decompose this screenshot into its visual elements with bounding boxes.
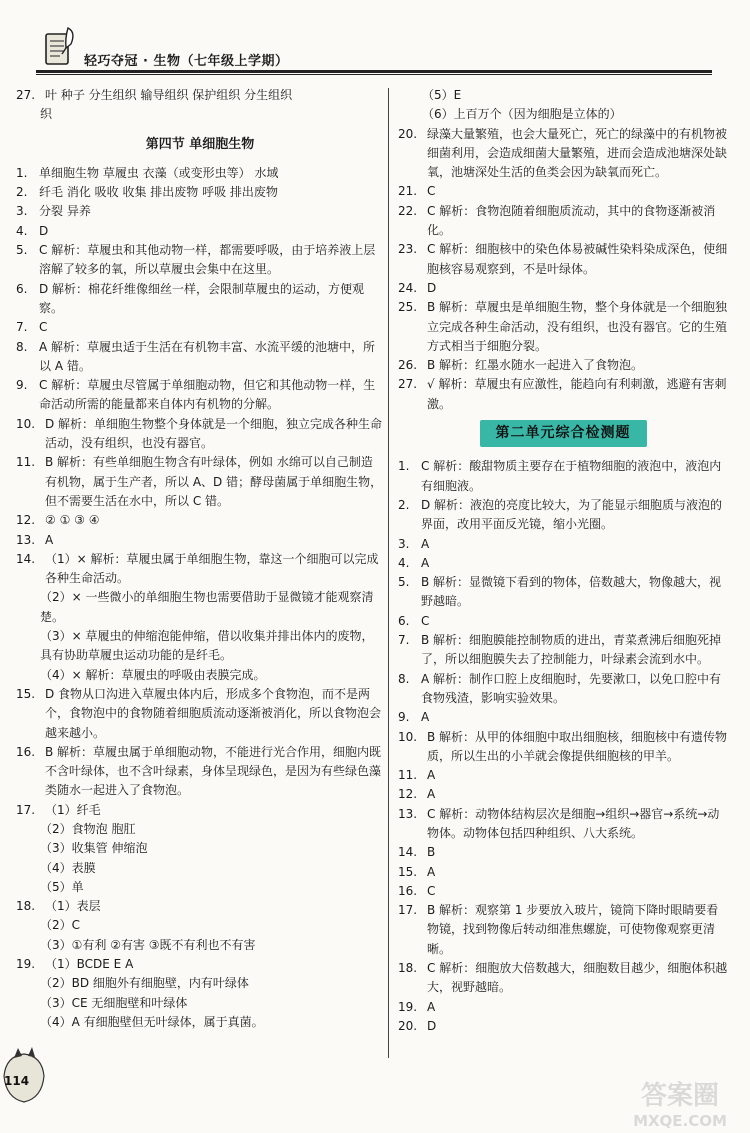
answer-text: D 食物从口沟进入草履虫体内后，形成多个食物泡，而不是两个，食物泡中的食物随着细胞质流动逐渐被消化，所以食物泡会越来越小。 — [45, 686, 382, 740]
answer-number: 21. — [398, 184, 418, 199]
answer-text: C 解析：酸甜物质主要存在于植物细胞的液泡中，液泡内有细胞液。 — [421, 459, 722, 493]
answer-item — [16, 164, 384, 183]
answer-number: 16. — [398, 883, 418, 898]
answer-text: 分裂 异养 — [39, 204, 91, 219]
answer-item — [16, 531, 384, 550]
left-column — [16, 86, 384, 1032]
answer-item — [398, 496, 728, 535]
answer-item — [398, 182, 728, 201]
answer-item — [16, 550, 384, 589]
answer-number: 9. — [16, 378, 28, 393]
answer-number: 10. — [16, 416, 36, 431]
answer-subitem: （5）E — [422, 88, 462, 102]
answer-item — [398, 631, 728, 670]
header-rule — [36, 70, 712, 73]
answer-item — [398, 375, 728, 414]
answer-item — [16, 241, 384, 280]
watermark-line2: MXQE.COM — [633, 1112, 727, 1130]
answer-item — [16, 453, 384, 511]
answer-item — [16, 685, 384, 743]
answer-number: 4. — [398, 555, 410, 570]
answer-text: （1）BCDE E A — [45, 957, 134, 972]
header-rule-thin — [36, 74, 712, 75]
answer-subitem: （5）单 — [40, 879, 84, 894]
answer-number: 2. — [398, 497, 410, 512]
answer-text: B 解析：从甲的体细胞中取出细胞核，细胞核中有遗传物质，所以生出的小羊就会像提供细胞核的甲羊。 — [427, 729, 728, 763]
answer-text: D 解析：液泡的亮度比较大，为了能显示细胞质与液泡的界面，改用平面反光镜，缩小光圈。 — [421, 497, 723, 532]
answer-item — [16, 86, 384, 105]
answer-text: C — [427, 184, 436, 199]
answer-subitem: （4）表膜 — [40, 860, 96, 875]
answer-item — [398, 554, 728, 573]
answer-text: A — [45, 532, 54, 547]
watermark-line1: 答案圈 — [640, 1081, 720, 1111]
answer-number: 8. — [398, 671, 410, 686]
answer-number: 14. — [16, 551, 36, 566]
answer-number: 19. — [16, 957, 36, 972]
answer-text: C 解析：食物泡随着细胞质流动，其中的食物逐渐被消化。 — [427, 203, 716, 238]
answer-item — [398, 843, 728, 862]
answer-text: B 解析：观察第 1 步要放入玻片，镜筒下降时眼睛要看物镜，找到物像后转动细准焦螺旋，可使物像观察更清晰。 — [427, 903, 719, 956]
answer-number: 9. — [398, 710, 410, 725]
answer-subitem: （2）× 一些微小的单细胞生物也需要借助于显微镜才能观察清楚。 — [40, 590, 374, 624]
answer-text: C 解析：动物体结构层次是细胞→组织→器官→系统→动物体。动物体包括四种组织、八大系统。 — [427, 806, 720, 840]
answer-number: 20. — [398, 126, 418, 141]
answer-text: A — [421, 555, 430, 570]
unit-title-wrap — [398, 420, 728, 447]
answer-item — [398, 785, 728, 804]
answer-text: B 解析：有些单细胞生物含有叶绿体，例如 水绵可以自己制造有机物，属于生产者，所以 A、D 错；酵母菌属于单细胞生物，但不需要生活在水中，所以 C 错。 — [45, 455, 383, 508]
answer-item — [398, 202, 728, 241]
answer-text: 绿藻大量繁殖，也会大量死亡，死亡的绿藻中的有机物被细菌利用，会造成细菌大量繁殖，进而会造成池塘深处缺氧，池塘深处生活的鱼类会因为缺氧而死亡。 — [427, 126, 728, 180]
answer-number: 8. — [16, 339, 28, 354]
answer-number: 13. — [398, 806, 418, 821]
answer-text: B — [427, 845, 436, 860]
answer-number: 6. — [398, 613, 410, 628]
answer-number: 11. — [398, 768, 418, 783]
answer-text: D — [427, 280, 437, 295]
answer-text: D — [39, 223, 49, 238]
answer-subitem: （4）× 解析：草履虫的呼吸由表膜完成。 — [40, 667, 266, 682]
answer-number: 15. — [16, 686, 36, 701]
answer-item — [16, 801, 384, 820]
answer-number: 13. — [16, 532, 36, 547]
answer-number: 25. — [398, 300, 418, 315]
answer-subitem: （4）A 有细胞壁但无叶绿体，属于真菌。 — [40, 1014, 264, 1029]
answer-item — [398, 863, 728, 882]
answer-text: C 解析：细胞放大倍数越大，细胞数目越少，细胞体积越大，视野越暗。 — [427, 961, 728, 995]
answer-item — [398, 612, 728, 631]
page-header — [0, 0, 750, 78]
answer-text: （1）表层 — [45, 899, 101, 914]
answer-text: 纤毛 消化 吸收 收集 排出废物 呼吸 排出废物 — [39, 185, 278, 200]
answer-text: C 解析：细胞核中的染色体易被碱性染料染成深色，使细胞核容易观察到，不是叶绿体。 — [427, 242, 728, 276]
answer-item — [398, 882, 728, 901]
column-divider — [388, 88, 389, 1058]
page-number: 114 — [4, 1074, 30, 1088]
answer-text: D — [427, 1018, 437, 1033]
answer-text: C 解析：草履虫和其他动物一样，都需要呼吸，由于培养液上层溶解了较多的氧，所以草履虫会集中在这里。 — [39, 243, 376, 277]
answer-text: C — [421, 613, 430, 628]
answer-text: B 解析：显微镜下看到的物体，倍数越大，物像越大，视野越暗。 — [421, 575, 722, 609]
answer-number: 18. — [398, 961, 418, 976]
answer-number: 3. — [16, 204, 28, 219]
answer-item — [16, 376, 384, 415]
answer-item — [398, 573, 728, 612]
answer-item — [16, 222, 384, 241]
answer-number: 12. — [16, 513, 36, 528]
answer-text: B 解析：草履虫是单细胞生物，整个身体就是一个细胞独立完成各种生命活动，没有组织，也没有器官。它的生殖方式相当于细胞分裂。 — [427, 300, 728, 353]
answer-item — [398, 279, 728, 298]
answer-number: 16. — [16, 744, 36, 759]
answer-number: 2. — [16, 185, 28, 200]
answer-subitem: （2）食物泡 胞肛 — [40, 821, 136, 836]
answer-item — [16, 415, 384, 454]
answer-text: A — [427, 768, 436, 783]
answer-number: 17. — [398, 903, 418, 918]
answer-number: 18. — [16, 899, 36, 914]
answer-item — [398, 805, 728, 844]
answer-number: 5. — [16, 243, 28, 258]
answer-item — [398, 708, 728, 727]
answer-number: 4. — [16, 223, 28, 238]
answer-number: 5. — [398, 575, 410, 590]
answer-text: C 解析：草履虫尽管属于单细胞动物，但它和其他动物一样，生命活动所需的能量都来自体内有机物的分解。 — [39, 378, 376, 412]
answer-number: 19. — [398, 999, 418, 1014]
answer-subitem: （2）C — [40, 918, 81, 933]
answer-text: C — [39, 320, 48, 335]
answer-text: B 解析：红墨水随水一起进入了食物泡。 — [427, 358, 644, 373]
answer-item — [16, 511, 384, 530]
answer-item — [398, 356, 728, 375]
answer-number: 27. — [398, 377, 418, 392]
answer-text: （1）× 解析：草履虫属于单细胞生物，靠这一个细胞可以完成各种生命活动。 — [45, 551, 379, 586]
answer-item — [398, 535, 728, 554]
answer-number: 1. — [16, 165, 28, 180]
answer-item — [16, 183, 384, 202]
answer-text: A — [427, 787, 436, 802]
answer-item — [398, 998, 728, 1017]
answer-subitem: （3）× 草履虫的伸缩泡能伸缩，借以收集并排出体内的废物，具有协助草履虫运动功能的是纤毛。 — [40, 629, 374, 663]
answer-number: 6. — [16, 281, 28, 296]
unit-title: 第二单元综合检测题 — [480, 420, 647, 447]
answer-item — [398, 766, 728, 785]
answer-number: 23. — [398, 242, 418, 257]
answer-item — [16, 338, 384, 377]
answer-item — [16, 280, 384, 319]
answer-text: √ 解析：草履虫有应激性，能趋向有利刺激，逃避有害刺激。 — [427, 377, 727, 411]
answer-subitem: （2）BD 细胞外有细胞壁，内有叶绿体 — [40, 976, 249, 991]
answer-number: 3. — [398, 536, 410, 551]
answer-text: C — [427, 883, 436, 898]
answer-item — [16, 318, 384, 337]
answer-number: 7. — [398, 633, 410, 648]
answer-text: A 解析：草履虫适于生活在有机物丰富、水流平缓的池塘中，所以 A 错。 — [39, 339, 376, 373]
watermark-logo — [610, 1072, 750, 1132]
answer-number: 15. — [398, 864, 418, 879]
answer-item — [398, 901, 728, 959]
answer-item — [16, 202, 384, 221]
answer-continuation: 织 — [40, 107, 53, 122]
answer-subitem: （3）收集管 伸缩泡 — [40, 841, 148, 856]
answer-text: A — [421, 710, 430, 725]
answer-item — [16, 897, 384, 916]
answer-item — [398, 240, 728, 279]
answer-text: D 解析：单细胞生物整个身体就是一个细胞，独立完成各种生命活动，没有组织，也没有器官。 — [45, 416, 383, 451]
answer-text: 单细胞生物 草履虫 衣藻（或变形虫等） 水域 — [39, 165, 279, 180]
answer-item — [16, 955, 384, 974]
answer-item — [398, 298, 728, 356]
answer-text: A — [427, 999, 436, 1014]
answer-text: （1）纤毛 — [45, 802, 101, 817]
answer-number: 17. — [16, 802, 36, 817]
answer-number: 7. — [16, 320, 28, 335]
answer-item — [398, 959, 728, 998]
answer-subitem: （3）CE 无细胞壁和叶绿体 — [40, 995, 188, 1010]
answer-number: 11. — [16, 455, 36, 470]
answer-number: 26. — [398, 358, 418, 373]
answer-list — [16, 164, 384, 1032]
answer-text: D 解析：棉花纤维像细丝一样，会限制草履虫的运动，方便观察。 — [39, 281, 365, 315]
answer-number: 20. — [398, 1018, 418, 1033]
answer-item — [398, 125, 728, 183]
answer-subitem: （6）上百万个（因为细胞是立体的） — [422, 107, 622, 122]
answer-text: B 解析：草履虫属于单细胞动物，不能进行光合作用，细胞内既不含叶绿体，也不含叶绿素，身体呈现绿色，是因为有些绿色藻类随水一起进入了食物泡。 — [45, 744, 382, 798]
section-title: 第四节 单细胞生物 — [145, 136, 255, 152]
answer-number: 24. — [398, 280, 418, 295]
answer-text: B 解析：细胞膜能控制物质的进出，青菜煮沸后细胞死掉了，所以细胞膜失去了控制能力，叶绿素会流到水中。 — [421, 633, 722, 667]
answer-number: 10. — [398, 729, 418, 744]
answer-number: 27. — [16, 88, 36, 102]
answer-text: ② ① ③ ④ — [45, 513, 100, 528]
answer-text: 叶 种子 分生组织 输导组织 保护组织 分生组织 — [45, 88, 293, 102]
right-column — [398, 86, 728, 1036]
answer-item — [16, 743, 384, 801]
answer-number: 22. — [398, 203, 418, 218]
answer-subitem: （3）①有利 ②有害 ③既不有利也不有害 — [40, 937, 256, 952]
answer-text: A — [427, 864, 436, 879]
answer-number: 1. — [398, 459, 410, 474]
answer-item — [398, 457, 728, 496]
book-quill-icon — [40, 24, 78, 70]
header-title: 轻巧夺冠 · 生物（七年级上学期） — [84, 54, 289, 69]
answer-number: 14. — [398, 845, 418, 860]
answer-text: A — [421, 536, 430, 551]
answer-text: A 解析：制作口腔上皮细胞时，先要漱口，以免口腔中有食物残渣，影响实验效果。 — [421, 671, 722, 705]
answer-item — [398, 728, 728, 767]
answer-item — [398, 670, 728, 709]
answer-number: 12. — [398, 787, 418, 802]
answer-item — [398, 1017, 728, 1036]
